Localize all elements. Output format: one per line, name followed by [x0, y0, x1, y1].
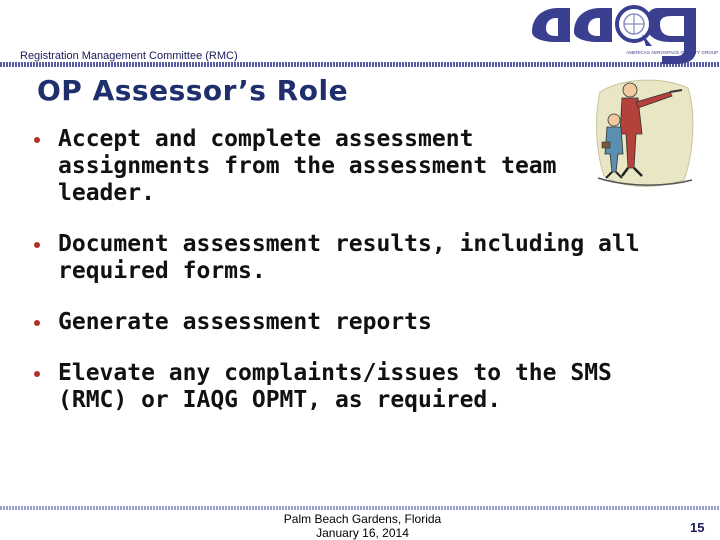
businessman-pointing-icon [592, 72, 702, 197]
footer-date: January 16, 2014 [316, 526, 409, 540]
page-number: 15 [690, 520, 705, 535]
bullet-dot-icon [34, 242, 40, 248]
bullet-dot-icon [34, 137, 40, 143]
bullet-dot-icon [34, 371, 40, 377]
bullet-item [30, 231, 650, 285]
footer-location: Palm Beach Gardens, Florida [283, 512, 442, 526]
header-committee-label: Registration Management Committee (RMC) [20, 50, 238, 62]
bullet-item [30, 126, 650, 207]
bullet-item [30, 309, 650, 336]
logo-subtext: AMERICAS AEROSPACE QUALITY GROUP [626, 50, 719, 55]
bullet-list [30, 126, 650, 438]
bullet-line: Document assessment results, including all [58, 231, 640, 257]
bullet-line: (RMC) or IAQG OPMT, as required. [58, 387, 502, 413]
bullet-line: Generate assessment reports [58, 309, 432, 335]
bullet-line: Elevate any complaints/issues to the SMS [58, 360, 612, 386]
bullet-line: leader. [58, 180, 155, 206]
footer-event-info [250, 512, 475, 540]
bullet-line: required forms. [58, 258, 266, 284]
aaqg-logo-icon [530, 2, 719, 64]
footer-rule [0, 506, 720, 510]
bullet-line: assignments from the assessment team [58, 153, 557, 179]
slide-title: OP Assessor’s Role [37, 74, 349, 107]
bullet-dot-icon [34, 320, 40, 326]
bullet-item [30, 360, 650, 414]
bullet-line: Accept and complete assessment [58, 126, 474, 152]
